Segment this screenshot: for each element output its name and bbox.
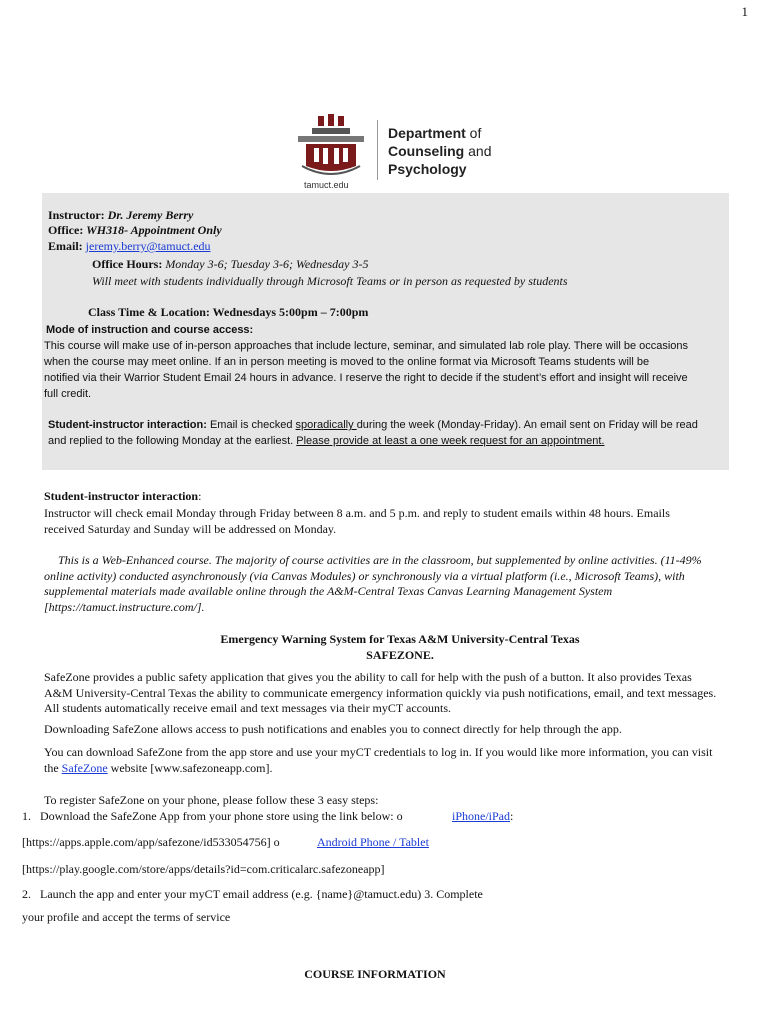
instructor-line: Instructor: Dr. Jeremy Berry <box>48 208 194 222</box>
class-time: Class Time & Location: Wednesdays 5:00pm – 7:00pm <box>88 305 369 319</box>
office-line: Office: WH318- Appointment Only <box>48 223 222 237</box>
course-information-heading: COURSE INFORMATION <box>304 967 446 981</box>
page-number: 1 <box>741 4 748 19</box>
step-2-continued: your profile and accept the terms of service <box>22 910 231 924</box>
instructor-email-link[interactable]: jeremy.berry@tamuct.edu <box>85 239 211 253</box>
office-hours-line: Office Hours: Monday 3-6; Tuesday 3-6; Wednesday 3-5 <box>92 257 369 271</box>
mode-heading: Mode of instruction and course access: <box>46 324 254 336</box>
box-interaction-text: Student-instructor interaction: Email is checked sporadically during the week (Monday-Friday). An email sent on Friday will be read and replied to the following Monday at the earliest. Please provide at least a one week request for an appointment. <box>48 419 698 447</box>
interaction-heading: Student-instructor interaction: <box>44 489 202 503</box>
google-url: [https://play.google.com/store/apps/details?id=com.criticalarc.safezoneapp] <box>22 862 385 876</box>
interaction-text: Instructor will check email Monday through Friday between 8 a.m. and 5 p.m. and reply to student emails within 48 hours. Emails received Saturday and Sunday will be addressed on Monday. <box>44 506 670 536</box>
web-enhanced-text: This is a Web-Enhanced course. The majority of course activities are in the classroom, but supplemented by online activities. (11-49% online activity) conducted asynchronously (via Canvas Modules) or synchronously via a virtual platform (i.e., Microsoft Teams), with supplemental materials made available online through the A&M-Central Texas Canvas Learning Management System [https://tamuct.instructure.com/]. <box>44 553 702 614</box>
safezone-paragraph-2: Downloading SafeZone allows access to push notifications and enables you to connect directly for help through the app. <box>44 722 622 736</box>
site-url: tamuct.edu <box>304 180 349 190</box>
office-hours-note: Will meet with students individually through Microsoft Teams or in person as requested by students <box>92 274 568 288</box>
mode-text: This course will make use of in-person approaches that include lecture, seminar, and simulated lab role play. There will be occasions when the course may meet online. If an in person meeting is moved to the online format via Microsoft Teams students will be notified via their Warrior Student Email 24 hours in advance. I reserve the right to decide if the student’s effort and insight will receive full credit. <box>44 340 689 400</box>
safezone-link[interactable]: SafeZone <box>61 760 108 775</box>
iphone-link-line: iPhone/iPad: <box>452 809 514 823</box>
department-logo <box>292 114 507 194</box>
steps-intro: To register SafeZone on your phone, please follow these 3 easy steps: <box>44 793 379 807</box>
step-1: 1. Download the SafeZone App from your phone store using the link below: o <box>22 809 403 823</box>
university-seal-icon <box>292 114 370 182</box>
step-2: 2. Launch the app and enter your myCT email address (e.g. {name}@tamuct.edu) 3. Complete <box>22 887 483 901</box>
safezone-paragraph-1: SafeZone provides a public safety application that gives you the ability to call for help with the push of a button. It also provides Texas A&M University-Central Texas the ability to communicate emergency information quickly via push notifications, email, and text messages. All students automatically receive email and text messages via their myCT accounts. <box>44 670 717 715</box>
email-line: Email: jeremy.berry@tamuct.edu <box>48 239 211 253</box>
apple-url: [https://apps.apple.com/app/safezone/id533054756] o <box>22 835 280 849</box>
emergency-title: Emergency Warning System for Texas A&M University-Central Texas SAFEZONE. <box>220 632 580 662</box>
android-link[interactable]: Android Phone / Tablet <box>317 835 429 849</box>
logo-divider <box>377 120 378 180</box>
iphone-link[interactable]: iPhone/iPad <box>452 809 511 823</box>
safezone-paragraph-3: You can download SafeZone from the app store and use your myCT credentials to log in. If you would like more information, you can visit the SafeZone website [www.safezoneapp.com]. <box>44 745 713 775</box>
department-name: Department of Counseling and Psychology <box>388 125 492 177</box>
